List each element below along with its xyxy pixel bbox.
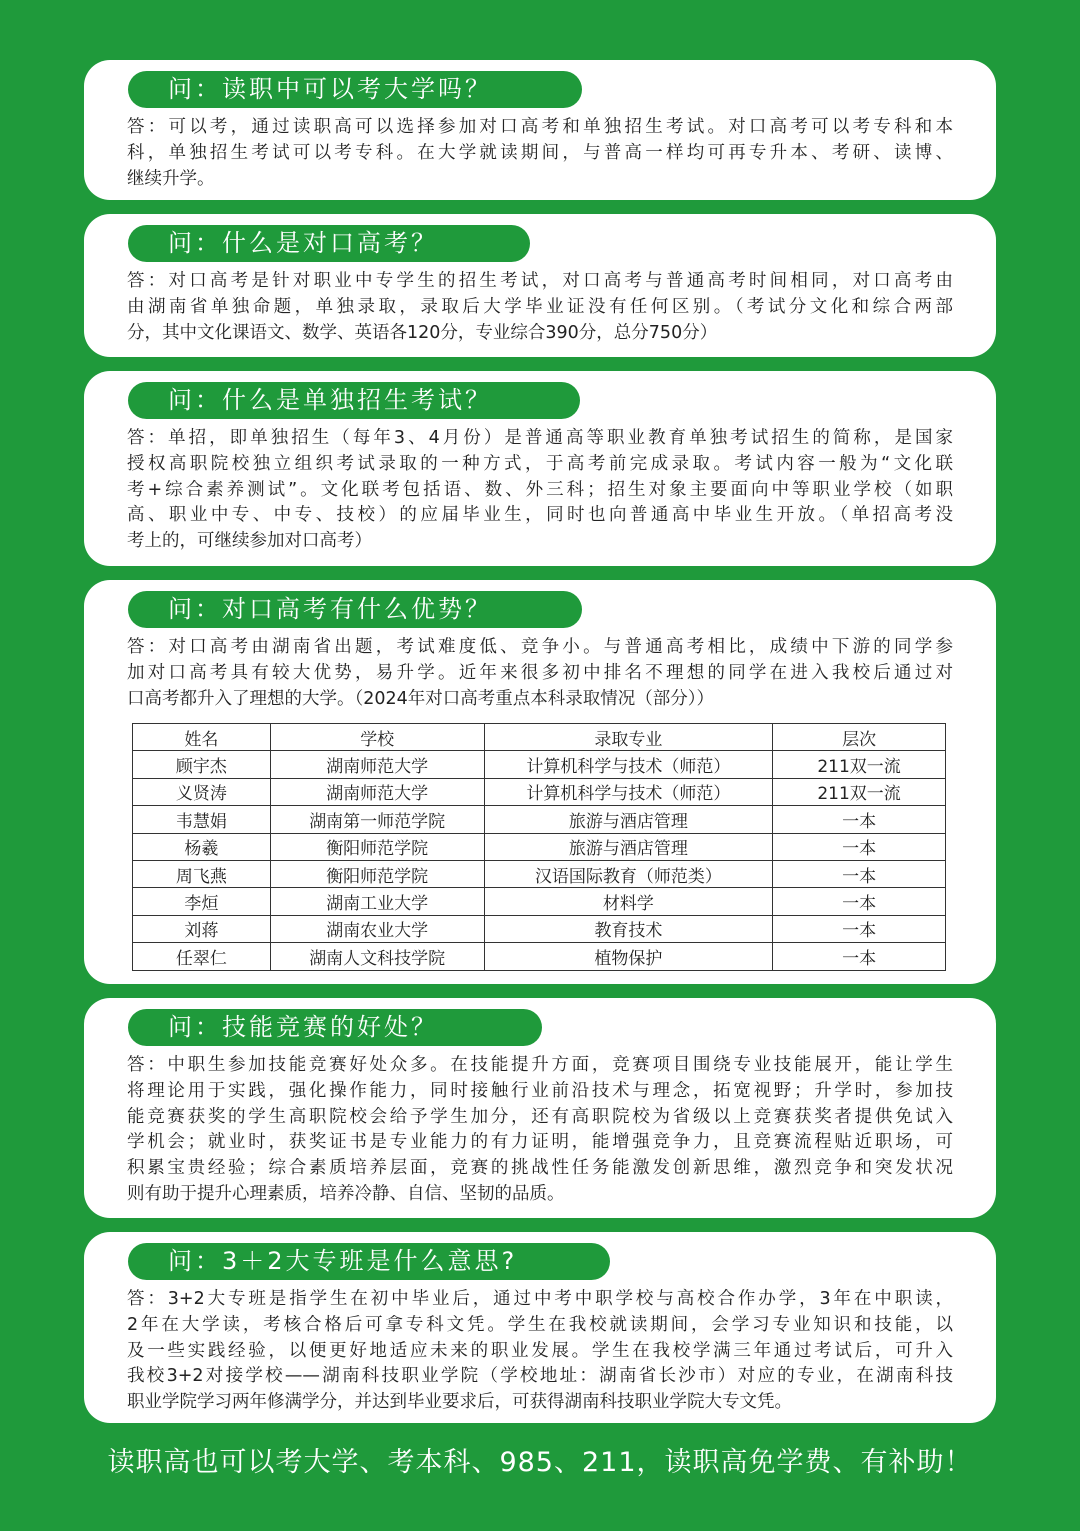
table-cell: 湖南师范大学 — [270, 751, 484, 778]
question-heading: 问：技能竞赛的好处？ — [128, 1009, 542, 1046]
table-cell: 旅游与酒店管理 — [484, 833, 773, 860]
answer-line: 分，其中文化课语文、数学、英语各120分，专业综合390分，总分750分） — [127, 322, 718, 343]
table-header-row — [133, 724, 946, 751]
answer-line: 答：单招，即单独招生（每年3、4月份）是普通高等职业教育单独考试招生的简称，是国家 — [127, 428, 953, 448]
answer-line: 答：对口高考是针对职业中专学生的招生考试，对口高考与普通高考时间相同，对口高考由 — [127, 271, 953, 291]
table-row — [133, 806, 946, 833]
table-cell: 教育技术 — [484, 915, 773, 942]
faq-card — [84, 1232, 996, 1423]
table-cell: 一本 — [773, 888, 946, 915]
answer-line: 2年在大学读，考核合格后可拿专科文凭。学生在我校就读期间，会学习专业知识和技能，以 — [127, 1314, 953, 1335]
table-cell: 一本 — [773, 860, 946, 887]
table-cell: 李烜 — [133, 888, 271, 915]
table-cell: 一本 — [773, 915, 946, 942]
table-cell: 汉语国际教育（师范类） — [484, 860, 773, 887]
table-cell: 植物保护 — [484, 943, 773, 970]
table-cell: 湖南农业大学 — [270, 915, 484, 942]
table-cell: 湖南第一师范学院 — [270, 806, 484, 833]
answer-line: 答：可以考，通过读职高可以选择参加对口高考和单独招生考试。对口高考可以考专科和本 — [127, 117, 953, 137]
answer-line: 考+综合素养测试”。文化联考包括语、数、外三科；招生对象主要面向中等职业学校（如职 — [127, 479, 953, 500]
table-cell: 层次 — [773, 724, 946, 751]
table-cell: 杨羲 — [133, 833, 271, 860]
table-cell: 旅游与酒店管理 — [484, 806, 773, 833]
table-row — [133, 751, 946, 778]
answer-line: 授权高职院校独立组织考试录取的一种方式，于高考前完成录取。考试内容一般为“文化联 — [127, 453, 953, 474]
table-cell: 一本 — [773, 943, 946, 970]
table-cell: 录取专业 — [484, 724, 773, 751]
answer-line: 学机会；就业时，获奖证书是专业能力的有力证明，能增强竞争力，且竞赛流程贴近职场，可 — [127, 1132, 953, 1153]
answer-text — [127, 426, 953, 555]
question-heading: 问：什么是对口高考？ — [128, 225, 530, 262]
answer-line: 则有助于提升心理素质，培养冷静、自信、坚韧的品质。 — [127, 1183, 565, 1204]
table-cell: 衡阳师范学院 — [270, 860, 484, 887]
answer-line: 积累宝贵经验；综合素质培养层面，竞赛的挑战性任务能激发创新思维，激烈竞争和突发状况 — [127, 1158, 953, 1179]
table-row — [133, 888, 946, 915]
answer-line: 加对口高考具有较大优势，易升学。近年来很多初中排名不理想的同学在进入我校后通过对 — [127, 662, 953, 683]
table-cell: 计算机科学与技术（师范） — [484, 778, 773, 805]
table-cell: 计算机科学与技术（师范） — [484, 751, 773, 778]
question-heading: 问：对口高考有什么优势？ — [128, 591, 582, 628]
answer-line: 由湖南省单独命题，单独录取，录取后大学毕业证没有任何区别。（考试分文化和综合两部 — [127, 296, 953, 317]
faq-card — [84, 214, 996, 357]
table-cell: 211双一流 — [773, 751, 946, 778]
answer-line: 继续升学。 — [127, 168, 215, 189]
question-heading: 问：3＋2大专班是什么意思? — [128, 1243, 610, 1280]
answer-line: 将理论用于实践，强化操作能力，同时接触行业前沿技术与理念，拓宽视野；升学时，参加技 — [127, 1080, 953, 1101]
table-cell: 义贤涛 — [133, 778, 271, 805]
table-cell: 刘蒋 — [133, 915, 271, 942]
table-cell: 衡阳师范学院 — [270, 833, 484, 860]
faq-card — [84, 998, 996, 1218]
faq-card — [84, 60, 996, 200]
table-cell: 姓名 — [133, 724, 271, 751]
admission-table — [132, 723, 946, 971]
table-row — [133, 860, 946, 887]
answer-line: 能竞赛获奖的学生高职院校会给予学生加分，还有高职院校为省级以上竞赛获奖者提供免试入 — [127, 1106, 953, 1127]
table-cell: 韦慧娟 — [133, 806, 271, 833]
answer-text — [127, 115, 953, 192]
table-cell: 学校 — [270, 724, 484, 751]
answer-line: 答：对口高考由湖南省出题，考试难度低、竞争小。与普通高考相比，成绩中下游的同学参 — [127, 637, 953, 657]
answer-line: 答：中职生参加技能竞赛好处众多。在技能提升方面，竞赛项目围绕专业技能展开，能让学生 — [127, 1055, 953, 1075]
answer-line: 考上的，可继续参加对口高考） — [127, 531, 372, 552]
answer-line: 口高考都升入了理想的大学。（2024年对口高考重点本科录取情况（部分）） — [127, 688, 715, 709]
table-row — [133, 778, 946, 805]
table-cell: 周飞燕 — [133, 860, 271, 887]
answer-line: 我校3+2对接学校——湖南科技职业学院（学校地址：湖南省长沙市）对应的专业，在湖南科技 — [127, 1366, 953, 1387]
answer-line: 科，单独招生考试可以考专科。在大学就读期间，与普高一样均可再专升本、考研、读博、 — [127, 142, 953, 163]
table-cell: 材料学 — [484, 888, 773, 915]
question-heading: 问：读职中可以考大学吗？ — [128, 71, 582, 108]
answer-line: 答：3+2大专班是指学生在初中毕业后，通过中考中职学校与高校合作办学，3年在中职读， — [127, 1289, 953, 1309]
table-cell: 一本 — [773, 833, 946, 860]
answer-text — [127, 269, 953, 346]
question-heading: 问：什么是单独招生考试？ — [128, 382, 580, 419]
answer-text — [127, 635, 953, 712]
table-cell: 任翠仁 — [133, 943, 271, 970]
table-row — [133, 943, 946, 970]
faq-card — [84, 580, 996, 984]
answer-line: 职业学院学习两年修满学分，并达到毕业要求后，可获得湖南科技职业学院大专文凭。 — [127, 1392, 792, 1413]
footer-slogan: 读职高也可以考大学、考本科、985、211，读职高免学费、有补助！ — [107, 1447, 973, 1478]
table-cell: 一本 — [773, 806, 946, 833]
table-cell: 湖南工业大学 — [270, 888, 484, 915]
faq-card — [84, 371, 996, 566]
table-cell: 湖南人文科技学院 — [270, 943, 484, 970]
table-row — [133, 833, 946, 860]
table-row — [133, 915, 946, 942]
table-cell: 湖南师范大学 — [270, 778, 484, 805]
table-cell: 顾宇杰 — [133, 751, 271, 778]
answer-text — [127, 1287, 953, 1416]
answer-line: 及一些实践经验，以便更好地适应未来的职业发展。学生在我校学满三年通过考试后，可升入 — [127, 1340, 953, 1361]
table-cell: 211双一流 — [773, 778, 946, 805]
answer-line: 高、职业中专、中专、技校）的应届毕业生，同时也向普通高中毕业生开放。（单招高考没 — [127, 505, 953, 526]
answer-text — [127, 1053, 953, 1208]
